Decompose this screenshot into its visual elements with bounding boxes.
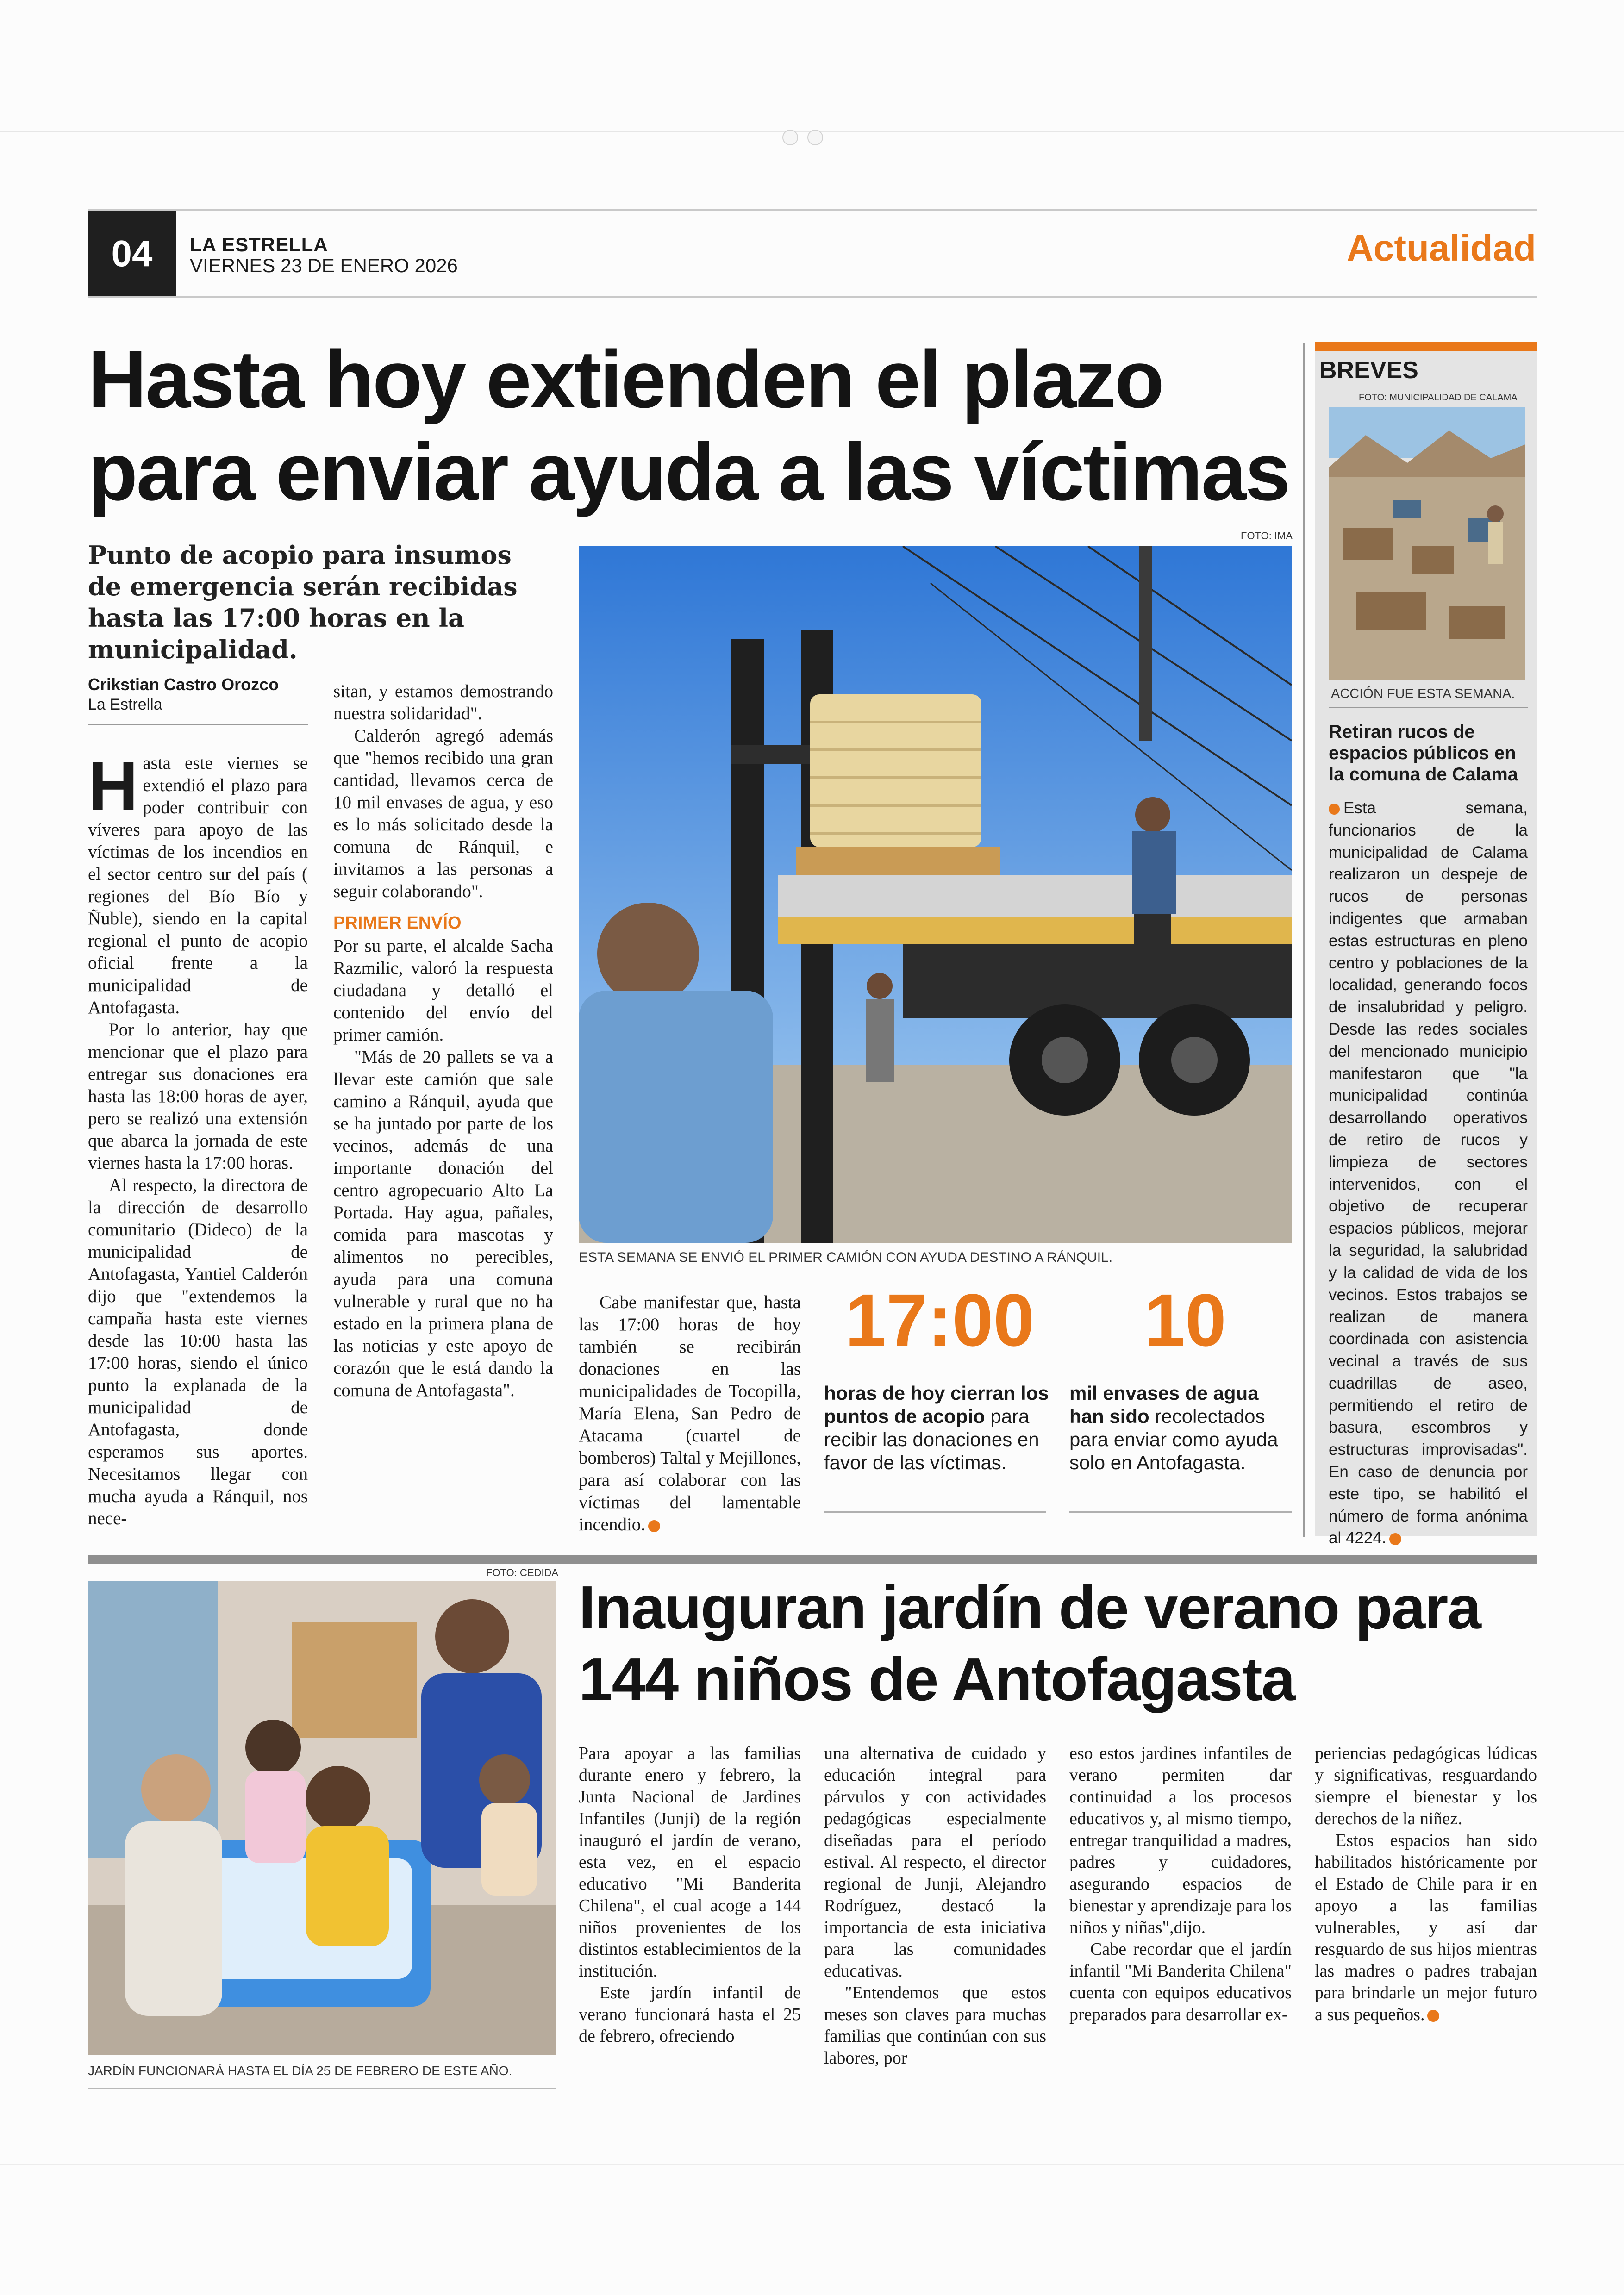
stat-number-water: 10 <box>1144 1278 1226 1361</box>
breves-rule <box>1329 707 1528 708</box>
main-article-column-3 <box>579 1291 801 1536</box>
author-outlet: La Estrella <box>88 696 162 713</box>
second-headline-line1: Inauguran jardín de verano para <box>579 1573 1480 1641</box>
main-article-column-2 <box>333 680 553 1402</box>
breves-photo-caption: ACCIÓN FUE ESTA SEMANA. <box>1331 686 1515 701</box>
section-name: Actualidad <box>1347 227 1536 268</box>
second-photo-caption: JARDÍN FUNCIONARÁ HASTA EL DÍA 25 DE FEBRERO DE ESTE AÑO. <box>88 2064 512 2078</box>
newspaper-name: LA ESTRELLA <box>190 234 328 256</box>
stat-text-hours <box>824 1382 1056 1474</box>
stat-text-water <box>1069 1382 1296 1474</box>
stat-number-hours: 17:00 <box>845 1278 1035 1361</box>
paragraph: "Entendemos que estos meses son claves para muchas familias que continúan con sus labores, por <box>824 1983 1046 2068</box>
paragraph: Para apoyar a las familias durante enero y febrero, la Junta Nacional de Jardines Infantiles (Junji) de la región inauguró el jardín de verano, esta vez, en el espacio educativo "Mi Banderita Chilena", el cual acoge a 144 niños provenientes de los distintos establecimientos de la institución. <box>579 1744 801 1981</box>
children-playing-illustration <box>88 1581 556 2055</box>
drop-cap: H <box>88 747 138 825</box>
breves-headline: Retiran rucos de espacios públicos en la comuna de Calama <box>1329 722 1518 785</box>
stat-text-bold: horas de hoy cierran los puntos de acopio <box>824 1382 1049 1427</box>
breves-photo <box>1329 407 1525 680</box>
paragraph: eso estos jardines infantiles de verano permiten dar continuidad a los procesos educativos y, al mismo tiempo, entregar tranquilidad a madres, padres y cuidadores, asegurando espacios de bienestar y aprendizaje para los niños y niñas",dijo. <box>1069 1744 1292 1937</box>
main-headline-line1: Hasta hoy extienden el plazo <box>88 334 1163 425</box>
end-of-article-icon <box>1427 2010 1439 2022</box>
main-photo-caption: ESTA SEMANA SE ENVIÓ EL PRIMER CAMIÓN CON AYUDA DESTINO A RÁNQUIL. <box>579 1250 1113 1265</box>
second-article-column-2 <box>824 1743 1046 2069</box>
stat-text-rest: recolectados para enviar como ayuda solo en Antofagasta. <box>1069 1405 1278 1473</box>
paragraph: "Más de 20 pallets se va a llevar este camión que sale camino a Ránquil, ayuda que se ha juntado por parte de los vecinos, además de una importante donación del centro agropecuario Alto La Portada. Hay agua, pañales, comida para mascotas y alimentos no perecibles, ayuda para una comuna vulnerable y rural que no ha estado en la primera plana de las noticias y este apoyo de corazón que le está dando la comuna de Antofagasta". <box>333 1047 553 1400</box>
second-article-column-1 <box>579 1743 801 2047</box>
viewer-bottom-divider <box>0 2164 1624 2165</box>
issue-date: VIERNES 23 DE ENERO 2026 <box>190 255 458 276</box>
page-number: 04 <box>88 211 176 296</box>
paragraph: periencias pedagógicas lúdicas y significativas, resguardando siempre el bienestar y los derechos de la niñez. <box>1315 1744 1537 1828</box>
paragraph-text: Estos espacios han sido habilitados históricamente por el Estado de Chile para ir en apoyo a las familias vulnerables, y así dar resguardo de sus hijos mientras las madres o padres trabajan para brindarle un mejor futuro a sus pequeños. <box>1315 1831 1537 2024</box>
second-photo-credit: FOTO: CEDIDA <box>486 1567 559 1578</box>
breves-photo-credit: FOTO: MUNICIPALIDAD DE CALAMA <box>1359 393 1518 403</box>
truck-loading-illustration <box>579 546 1292 1243</box>
main-photo <box>579 546 1292 1243</box>
second-headline-line2: 144 niños de Antofagasta <box>579 1645 1295 1713</box>
paragraph: Cabe recordar que el jardín infantil "Mi Banderita Chilena" cuenta con equipos educativos preparados para desarrollar ex- <box>1069 1940 1292 2024</box>
paragraph-text: Cabe manifestar que, hasta las 17:00 horas de hoy también se recibirán donaciones en las municipalidades de Tocopilla, María Elena, San Pedro de Atacama (cuartel de bomberos) Taltal y Mejillones, para así colaborar con las víctimas del lamentable incendio. <box>579 1292 801 1534</box>
paragraph <box>579 1291 801 1536</box>
paragraph: Por lo anterior, hay que mencionar que el plazo para entregar sus donaciones era hasta las 18:00 horas de ayer, pero se realizó una extensión que abarca la jornada de este viernes hasta la 17:00 horas. <box>88 1020 308 1173</box>
paragraph: Este jardín infantil de verano funcionará hasta el 25 de febrero, ofreciendo <box>579 1983 801 2046</box>
main-photo-credit: FOTO: IMA <box>1241 530 1293 542</box>
prev-page-dot[interactable] <box>782 130 798 145</box>
debris-illustration <box>1329 407 1525 680</box>
sidebar-divider <box>1303 343 1305 1537</box>
stat-rule <box>824 1511 1046 1513</box>
second-article-column-4 <box>1315 1743 1537 2026</box>
stat-rule <box>1069 1511 1292 1513</box>
breves-body-text: Esta semana, funcionarios de la municipalidad de Calama realizaron un despeje de rucos de personas indigentes que armaban estas estructuras en pleno centro y poblaciones de la localidad, generando focos de insalubridad y peligro. Desde las redes sociales del mencionado municipio manifestaron que "la municipalidad continúa desarrollando operativos de retiro de rucos y limpieza de sectores intervenidos, con el objetivo de recuperar espacios públicos, mejorar la seguridad, la salubridad y la calidad de vida de los vecinos. Estos trabajos se realizan de manera coordinada con asistencia vecinal a través de sus cuadrillas de aseo, permitiendo el retiro de basura, escombros y estructuras improvisadas". En caso de denuncia por este tipo, se habilitó el número de forma anónima al 4224. <box>1329 799 1528 1547</box>
main-headline <box>88 333 1301 518</box>
paragraph: una alternativa de cuidado y educación integral para párvulos y con actividades pedagógicas especialmente diseñadas para el período estival. Al respecto, el director regional de Junji, Alejandro Rodríguez, destacó la importancia de esta iniciativa para las comunidades educativas. <box>824 1744 1046 1981</box>
caption-rule <box>88 2088 556 2089</box>
main-article-column-1 <box>88 747 308 1530</box>
paragraph <box>88 747 308 1019</box>
breves-title: BREVES <box>1319 357 1418 384</box>
main-headline-line2: para enviar ayuda a las víctimas <box>88 427 1289 518</box>
header-top-rule <box>88 209 1537 211</box>
paragraph: Calderón agregó además que "hemos recibido una gran cantidad, llevamos cerca de 10 mil envases de agua, y eso es lo más solicitado desde la comuna de Ránquil, e invitamos a las personas a seguir colaborando". <box>333 726 553 901</box>
stat-text-bold: mil envases de agua han sido <box>1069 1382 1259 1427</box>
byline-rule <box>88 724 308 725</box>
paragraph: Al respecto, la directora de la dirección de desarrollo comunitario (Dideco) de la municipalidad de Antofagasta, Yantiel Calderón dijo que "extendemos la campaña hasta este viernes desde las 10:00 hasta las 17:00 horas, siendo el único punto la explanada de la municipalidad de Antofagasta, donde esperamos sus aportes. Necesitamos llegar con mucha ayuda a Ránquil, nos nece- <box>88 1175 308 1528</box>
end-of-article-icon <box>1389 1533 1401 1545</box>
page-navigation-dots[interactable] <box>782 130 842 143</box>
author-name: Crikstian Castro Orozco <box>88 675 279 694</box>
stat-text-rest: para recibir las donaciones en favor de las víctimas. <box>824 1405 1039 1473</box>
header-bottom-rule <box>88 296 1537 298</box>
section-subtitle: PRIMER ENVÍO <box>333 913 462 933</box>
second-headline <box>579 1572 1551 1715</box>
next-page-dot[interactable] <box>807 130 823 145</box>
second-article-column-3 <box>1069 1743 1292 2026</box>
breves-body <box>1329 797 1528 1549</box>
paragraph-text: asta este viernes se extendió el plazo para poder contribuir con víveres para apoyo de las víctimas de los incendios en el sector centro sur del país ( regiones del Bío Bío y Ñuble), siendo en la capital regional el punto de acopio oficial frente a la municipalidad de Antofagasta. <box>88 753 308 1017</box>
bullet-icon <box>1329 804 1340 815</box>
paragraph: sitan, y estamos demostrando nuestra solidaridad". <box>333 681 553 723</box>
end-of-article-icon <box>648 1520 660 1532</box>
section-divider <box>88 1555 1537 1564</box>
second-photo <box>88 1581 556 2055</box>
breves-accent-bar <box>1315 342 1537 351</box>
paragraph <box>1315 1830 1537 2026</box>
main-subhead: Punto de acopio para insumos de emergencia serán recibidas hasta las 17:00 horas en la municipalidad. <box>88 540 518 664</box>
paragraph: Por su parte, el alcalde Sacha Razmilic, valoró la respuesta ciudadana y detalló el contenido del envío del primer camión. <box>333 936 553 1045</box>
